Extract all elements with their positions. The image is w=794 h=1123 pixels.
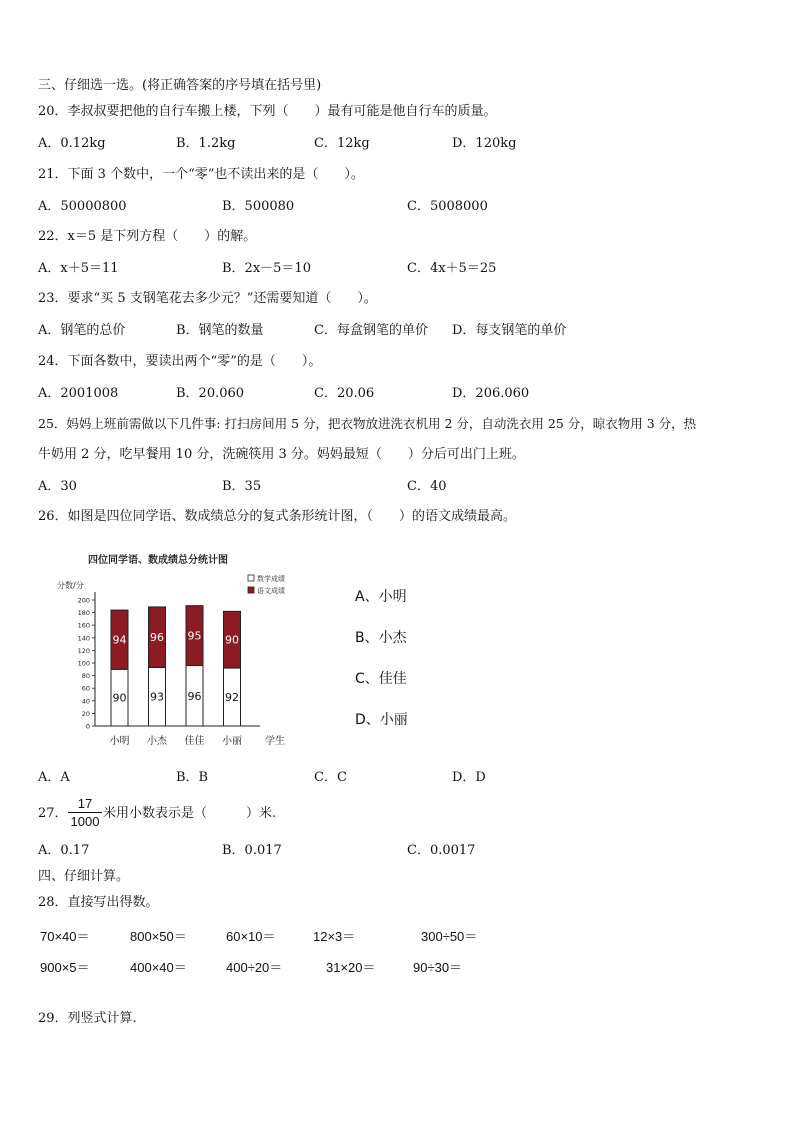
question-stem: 23．要求“买 5 支钢笔花去多少元？”还需要知道（ ）。 <box>38 291 377 306</box>
y-tick-label: 160 <box>77 621 90 630</box>
y-tick-label: 40 <box>81 697 90 706</box>
option-a: A．50000800 <box>38 199 127 214</box>
question-stem: 20．李叔叔要把他的自行车搬上楼，下列（ ）最有可能是他自行车的质量。 <box>38 104 497 119</box>
bar-value-label: 90 <box>225 633 239 647</box>
y-tick-label: 200 <box>77 596 90 605</box>
option-a: A．A <box>38 770 70 785</box>
option-a: A．30 <box>38 479 77 494</box>
option-a: A．2001008 <box>38 386 119 401</box>
calc-item: 70×40＝ <box>40 929 90 944</box>
option-b: B．B <box>176 770 209 785</box>
y-tick-label: 100 <box>77 659 90 668</box>
section-title: 三、仔细选一选。(将正确答案的序号填在括号里) <box>38 78 322 93</box>
calc-item: 31×20＝ <box>326 960 376 975</box>
legend-swatch <box>248 587 254 593</box>
bar-value-label: 96 <box>187 689 202 703</box>
side-option-b: B、小杰 <box>355 630 407 646</box>
option-c: C．5008000 <box>407 199 488 214</box>
option-d: D．D <box>452 770 486 785</box>
option-c: C．20.06 <box>314 386 375 401</box>
option-c: C．12kg <box>314 136 370 151</box>
x-axis-label: 学生 <box>265 736 285 747</box>
fraction-numerator: 17 <box>77 796 93 811</box>
calc-item: 90÷30＝ <box>413 960 463 975</box>
fraction-bar <box>68 812 102 813</box>
option-a: A．x＋5＝11 <box>38 261 119 276</box>
x-tick-label: 佳佳 <box>184 736 205 747</box>
option-c: C．4x＋5＝25 <box>407 261 497 276</box>
y-tick-label: 60 <box>81 684 90 693</box>
fraction <box>68 796 102 829</box>
calc-item: 300÷50＝ <box>421 929 478 944</box>
option-b: B．20.060 <box>176 386 245 401</box>
option-c: C．0.0017 <box>407 843 476 858</box>
y-tick-label: 180 <box>77 609 90 618</box>
side-option-c: C、佳佳 <box>355 671 407 687</box>
option-c: C．40 <box>407 479 447 494</box>
legend-label: 数学成绩 <box>257 575 285 583</box>
question-stem-continued: 牛奶用 2 分，吃早餐用 10 分，洗碗筷用 3 分。妈妈最短（ ）分后可出门上班。 <box>38 447 525 462</box>
question-stem: 25．妈妈上班前需做以下几件事: 打扫房间用 5 分，把衣物放进洗衣机用 2 分，自动洗衣用 25 分，晾衣物用 3 分，热 <box>38 416 697 431</box>
option-c: C．每盒钢笔的单价 <box>314 323 428 338</box>
y-tick-label: 120 <box>77 646 90 655</box>
y-tick-label: 20 <box>81 709 90 718</box>
bar-value-label: 92 <box>225 691 239 705</box>
calc-item: 400×40＝ <box>130 960 187 975</box>
side-option-d: D、小丽 <box>355 712 408 728</box>
bar-value-label: 94 <box>112 633 127 647</box>
option-b: B．35 <box>222 479 262 494</box>
bar-value-label: 93 <box>150 690 164 704</box>
y-axis-label: 分数/分 <box>57 581 84 590</box>
fraction-denominator: 1000 <box>70 814 100 829</box>
option-b: B．1.2kg <box>176 136 236 151</box>
option-a: A．0.12kg <box>38 136 106 151</box>
legend-label: 语文成绩 <box>257 587 285 595</box>
calc-item: 12×3＝ <box>313 929 356 944</box>
bar-value-label: 90 <box>112 691 127 705</box>
legend-swatch <box>248 575 254 581</box>
calc-item: 400÷20＝ <box>226 960 283 975</box>
x-tick-label: 小明 <box>109 736 130 747</box>
option-a: A．0.17 <box>38 843 90 858</box>
option-d: D．206.060 <box>452 386 530 401</box>
x-tick-label: 小杰 <box>147 736 167 747</box>
calc-item: 60×10＝ <box>226 929 276 944</box>
x-tick-label: 小丽 <box>222 736 242 747</box>
question-stem: 28．直接写出得数。 <box>38 895 159 910</box>
option-d: D．每支钢笔的单价 <box>452 323 567 338</box>
question-stem: 米用小数表示是（ ）米. <box>103 806 277 821</box>
option-b: B．0.017 <box>222 843 282 858</box>
question-stem: 24．下面各数中，要读出两个“零”的是（ ）。 <box>38 354 322 369</box>
y-tick-label: 0 <box>85 722 90 731</box>
chart-title: 四位同学语、数成绩总分统计图 <box>88 555 228 566</box>
calc-item: 800×50＝ <box>130 929 187 944</box>
question-stem: 22．x＝5 是下列方程（ ）的解。 <box>38 229 257 244</box>
option-d: D．120kg <box>452 136 517 151</box>
question-stem: 29．列竖式计算. <box>38 1011 137 1026</box>
question-stem: 26．如图是四位同学语、数成绩总分的复式条形统计图，（ ）的语文成绩最高。 <box>38 509 517 524</box>
bar-value-label: 95 <box>187 629 202 643</box>
y-tick-label: 80 <box>81 672 90 681</box>
bar-value-label: 96 <box>150 631 164 645</box>
question-number: 27． <box>38 806 68 821</box>
section-title: 四、仔细计算。 <box>38 869 130 884</box>
option-c: C．C <box>314 770 347 785</box>
y-tick-label: 140 <box>77 634 90 643</box>
calc-item: 900×5＝ <box>40 960 90 975</box>
side-option-a: A、小明 <box>355 589 407 605</box>
option-b: B．钢笔的数量 <box>176 323 264 338</box>
stacked-bar-chart <box>55 548 290 753</box>
question-stem: 21．下面 3 个数中，一个“零”也不读出来的是（ ）。 <box>38 167 364 182</box>
option-b: B．500080 <box>222 199 295 214</box>
option-b: B．2x－5＝10 <box>222 261 311 276</box>
option-a: A．钢笔的总价 <box>38 323 126 338</box>
